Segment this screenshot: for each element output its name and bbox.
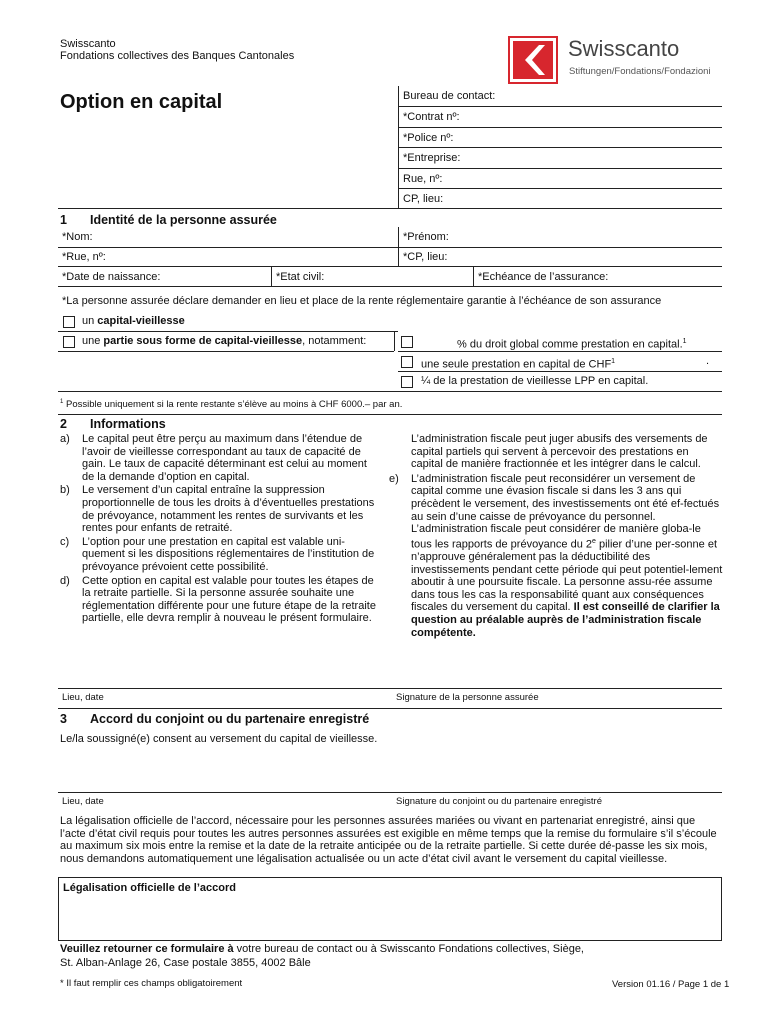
page-title: Option en capital [60,91,223,113]
contrat-field[interactable]: *Contrat nº: [403,111,460,123]
section-divider [58,208,722,209]
org-name: Swisscanto [60,38,116,50]
info-item-c: c) L’option pour une prestation en capital est valable uni-quement si les dispositions réglementaires de l’institution de prévoyance prévoient cette possibilité. [60,535,375,573]
naissance-field[interactable]: *Date de naissance: [62,271,161,283]
info-right-column [389,433,723,639]
rue-field[interactable]: *Rue, nº: [62,251,106,263]
entreprise-field[interactable]: *Entreprise: [403,152,461,164]
footnote: $^1$ Possible uniquement si la rente restante s’élève au moins à CHF 6000.– par an. [60,399,403,411]
lpp-quart-checkbox[interactable] [401,376,413,388]
option-partie-label: une partie sous forme de capital-vieillesse, notamment: [82,335,367,347]
consent-text: Le/la soussigné(e) consent au versement du capital de vieillesse. [60,733,378,745]
divider [398,106,722,107]
info-item-d: d) Cette option en capital est valable pour toutes les étapes de la retraite partielle. Si la personne assurée souhaite une réglementation différente pour une future étape de la retraite partielle, elle devra remplir à nouveau le présent formulaire. [60,574,376,625]
version-label: Version 01.16 / Page 1 de 1 [612,979,730,990]
contact-rue-field[interactable]: Rue, nº: [403,173,443,185]
org-subtitle: Fondations collectives des Banques Cantonales [60,50,295,62]
divider [398,227,399,266]
signature-line [58,792,722,793]
signature-assuree-label: Signature de la personne assurée [396,692,539,703]
divider [58,391,722,392]
info-item-a: a) Le capital peut être perçu au maximum dans l’étendue de l’avoir de vieillesse correspondant au taux de capacité de gain. Le taux de capacité déterminant est celui au moment de la demande d’option en capital. [60,433,367,483]
chf-label: une seule prestation en capital de CHF$^1$ [421,358,616,371]
pourcentage-checkbox[interactable] [401,336,413,348]
divider [398,86,399,208]
info-item-e: e) L’administration fiscale peut reconsidérer un versement de capital comme une évasion fiscale si dans les 3 ans qui précèdent le versement, des investissements ont été ef-fectués au sein d’une caisse de prévoyance du personnel. L’administration fiscale peut considérer de manière globa-le tous les rapports de prévoyance du 2e pilier d’une per-sonne et n’approuve généralement pas la déductibilité des investissements pendant cette période qui peut potentiel-lement aboutir à une poursuite fiscale. La personne assu-rée assume dans tous les cas la responsabilité quant aux conséquences fiscales du versement du capital. Il est conseillé de clarifier la question au préalable auprès de l’administration fiscale compétente. [389,472,723,639]
divider [58,286,722,287]
signature-conjoint-label: Signature du conjoint ou du partenaire enregistré [396,796,602,807]
divider [58,331,398,332]
lieu-date-label: Lieu, date [62,692,104,703]
divider [398,147,722,148]
logo-tagline: Stiftungen/Fondations/Fondazioni [569,66,711,77]
partie-capital-checkbox[interactable] [63,336,75,348]
lieu-date-label-2: Lieu, date [62,796,104,807]
divider [473,266,474,286]
prenom-field[interactable]: *Prénom: [403,231,449,243]
info-item-b: b) Le versement d’un capital entraîne la suppression proportionnelle de tous les droits à d’éventuelles prestations de prévoyance, notamment les rentes de survivants et les rentes pour enfants de retraité. [60,484,375,535]
info-intro: L’administration fiscale peut juger abusifs des versements de capital partiels qui servent à percevoir des prestations en capital de manière fractionnée et les intégrer dans le calcul. [411,433,708,471]
divider [398,351,722,352]
section-3-number: 3 [60,712,67,726]
mandatory-note: * Il faut remplir ces champs obligatoirement [60,978,243,989]
return-line-1: Veuillez retourner ce formulaire à votre bureau de contact ou à Swisscanto Fondations collectives, Siège, [60,943,584,955]
echeance-field[interactable]: *Echéance de l’assurance: [478,271,609,283]
legalisation-box-title: Légalisation officielle de l’accord [63,882,236,894]
option-capital-label: un capital-vieillesse [82,315,185,327]
section-divider [58,708,722,709]
chf-end-dot: . [706,355,710,367]
police-field[interactable]: *Police nº: [403,132,454,144]
section-2-number: 2 [60,417,67,431]
divider [58,247,722,248]
section-1-title: Identité de la personne assurée [90,213,277,227]
divider [58,266,722,267]
section-divider [58,414,722,415]
divider [398,127,722,128]
divider [394,331,395,351]
chf-checkbox[interactable] [401,356,413,368]
etat-civil-field[interactable]: *Etat civil: [276,271,325,283]
lpp-quart-label: ¼ de la prestation de vieillesse LPP en capital. [421,375,649,387]
divider [398,188,722,189]
return-line-2: St. Alban-Anlage 26, Case postale 3855, 4002 Bâle [60,957,311,969]
bureau-label: Bureau de contact: [403,90,496,102]
pourcentage-label: % du droit global comme prestation en capital.$^1$ [457,338,687,351]
section-2-title: Informations [90,417,166,431]
section-1-number: 1 [60,213,67,227]
divider [398,371,722,372]
divider [271,266,272,286]
swisscanto-logo-icon [508,36,558,84]
logo-wordmark: Swisscanto [568,36,680,61]
legalisation-text: La légalisation officielle de l’accord, nécessaire pour les personnes assurées mariées ou vivant en partenariat enregistré, ainsi que l’acte d’état civil requis pour toutes les autres personnes assurées est exigible en même temps que la remise du formulaire s’il s’écoule au maximum six mois entre la remise et la date de la retraite anticipée ou de la retraite partielle. Si cette durée dé-passe les six mois, nous demandons automatiquement une légalisation actualisée ou un acte d’état civil avant le versement du capital vieillesse. [60,815,717,865]
legalisation-box[interactable] [58,877,722,941]
declaration-text: *La personne assurée déclare demander en lieu et place de la rente réglementaire garantie à l’échéance de son assurance [62,295,662,307]
signature-line [58,688,722,689]
capital-vieillesse-checkbox[interactable] [63,316,75,328]
section-3-title: Accord du conjoint ou du partenaire enregistré [90,712,370,726]
info-left-column [60,433,380,625]
divider [398,168,722,169]
cp-field[interactable]: *CP, lieu: [403,251,448,263]
nom-field[interactable]: *Nom: [62,231,93,243]
contact-cp-field[interactable]: CP, lieu: [403,193,444,205]
divider [58,351,394,352]
